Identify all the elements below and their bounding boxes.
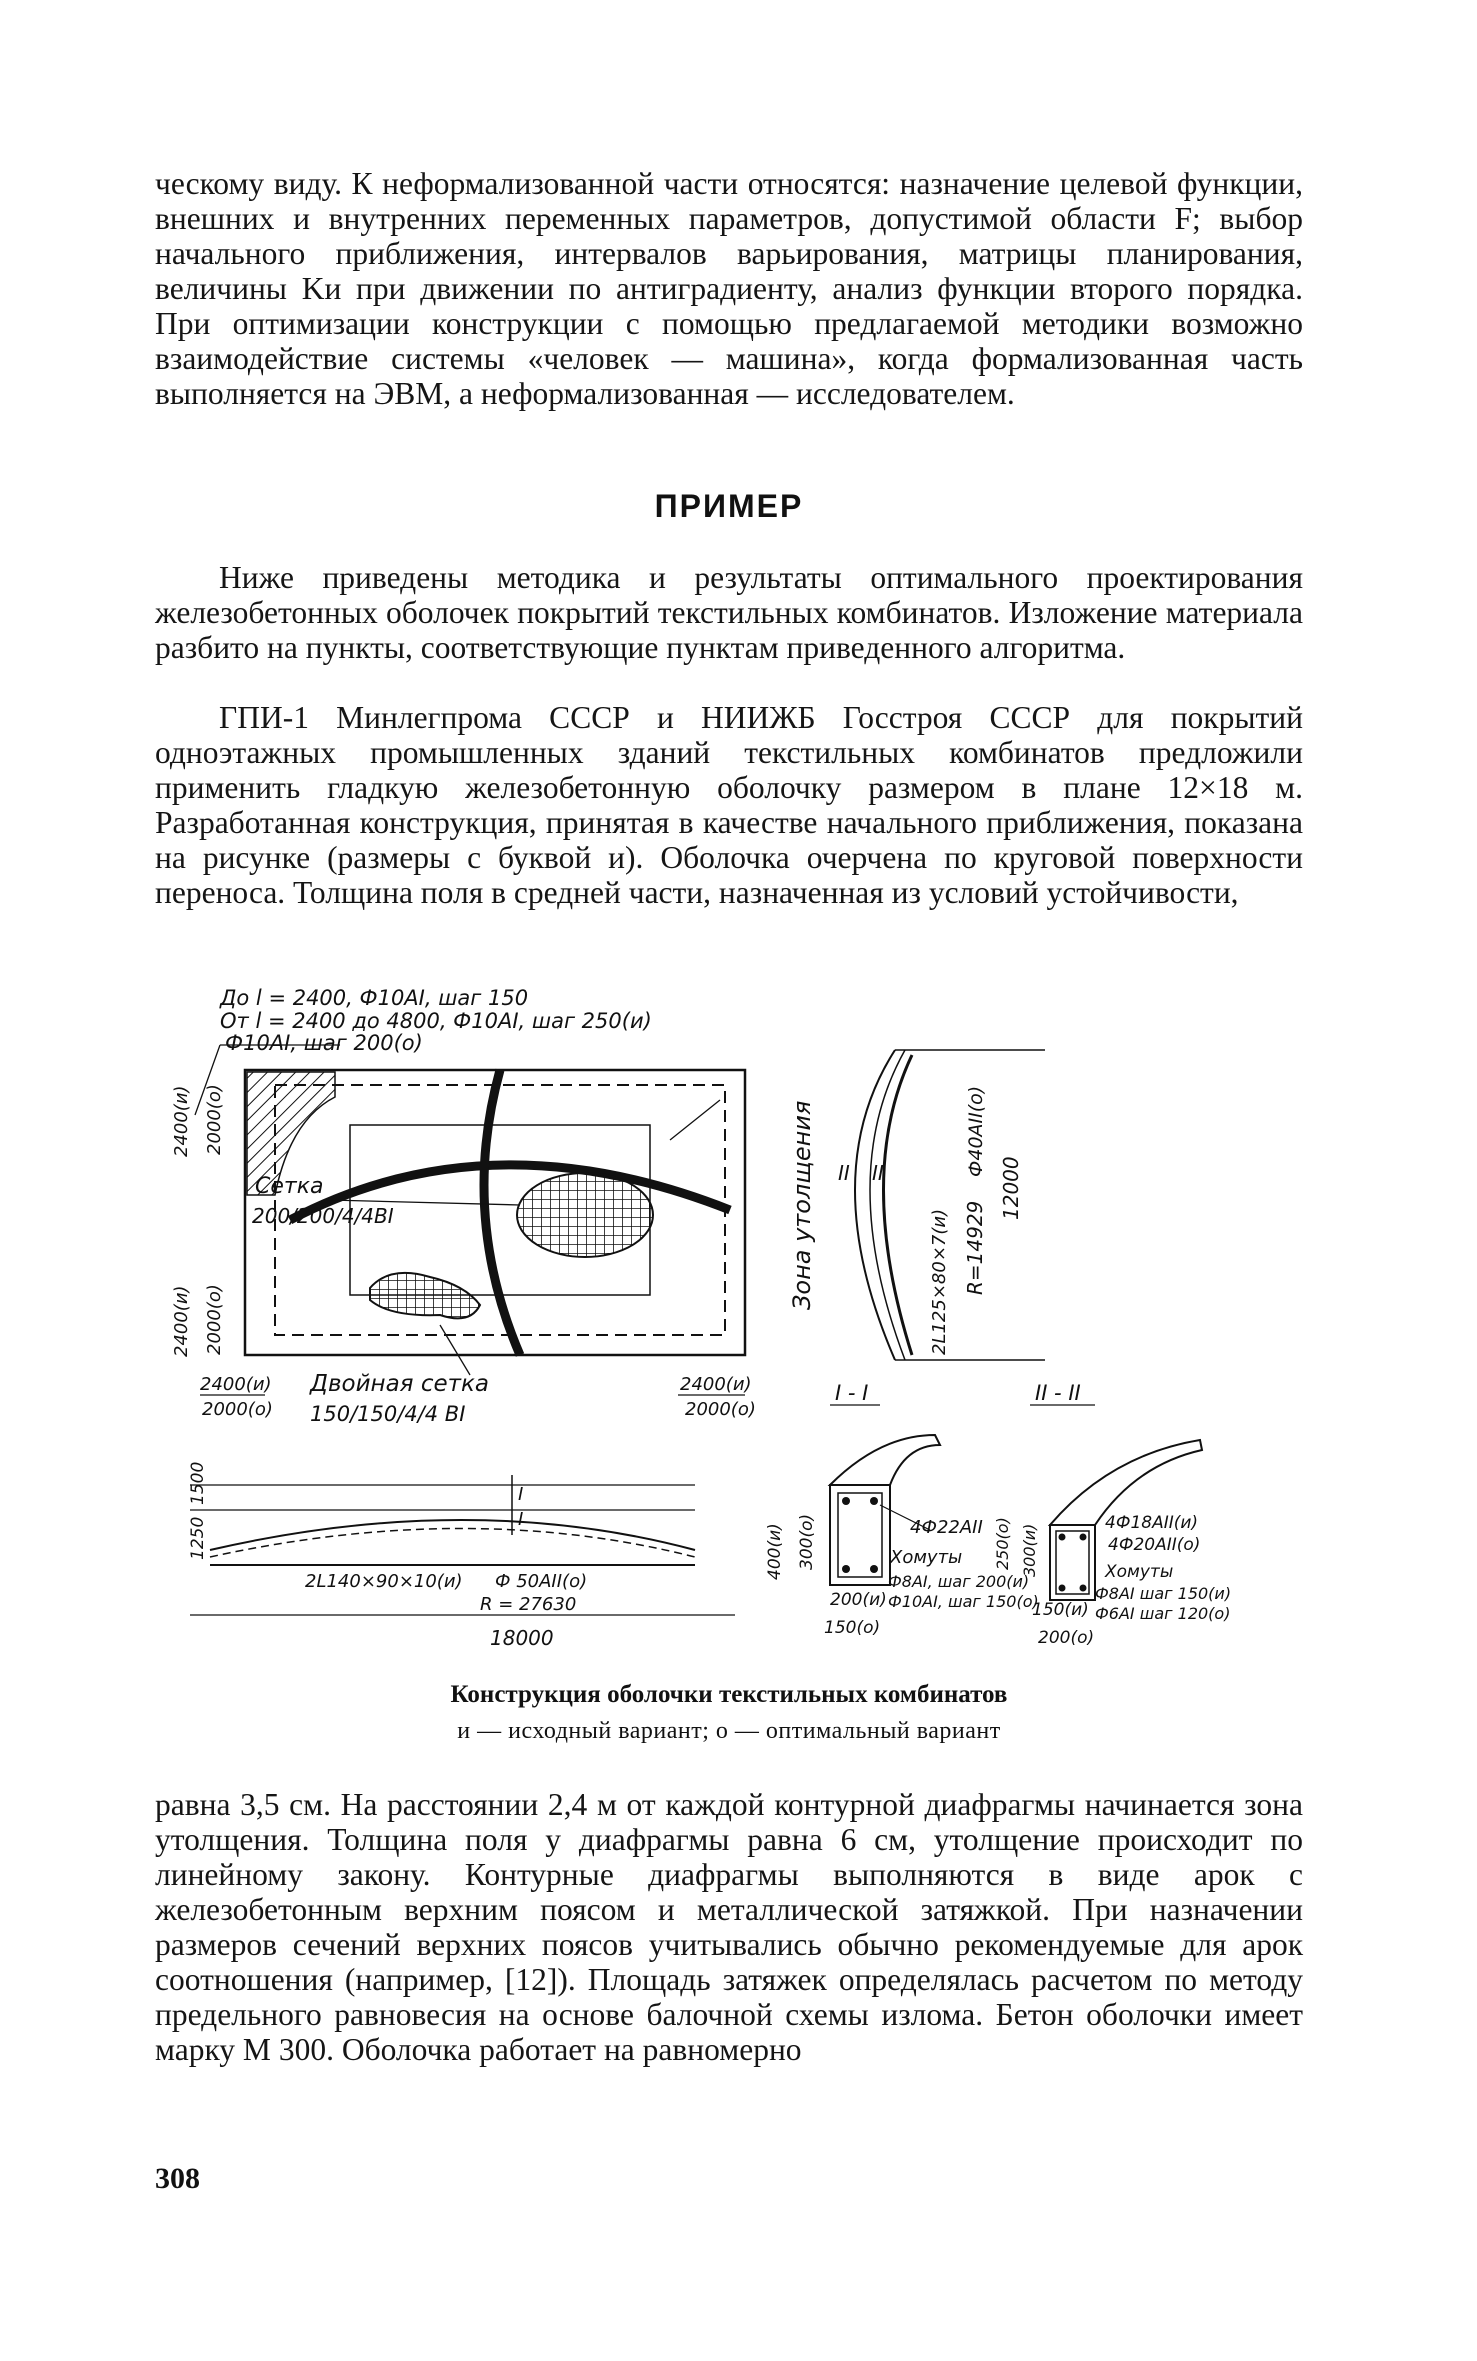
label-ot: От l = 2400 до 4800, Ф10AI, шаг 250(и) [220,1009,652,1033]
label-setka: Сетка [255,1174,324,1199]
sec1-rebar: 4Ф22AII [910,1517,983,1538]
sec1-stirrup [838,1493,882,1577]
sec1-stirrups: Хомуты [890,1547,963,1568]
paragraph-continuation: равна 3,5 см. На расстоянии 2,4 м от каждой контурной диафрагмы начинается зона утолщения. Толщина поля у диафрагмы равна 6 см, утолщение происходит по линейному закону. Контурные диафрагмы выполняются в виде арок с железобетонным верхним поясом и металлической затяжкой. При назначении размеров сечений верхних поясов учитывались обычно рекомендуемые для арок соотношения (например, [12]). Площадь затяжек определялась расчетом по методу предельного равновесия на основе балочной схемы излома. Бетон оболочки имеет марку М 300. Оболочка работает на равномерно [155,1787,1303,2067]
section-heading: ПРИМЕР [654,488,804,524]
sec1-st-u: Ф8AI, шаг 200(и) [888,1572,1030,1591]
dim-bl-o: 2000(о) [204,1284,225,1355]
dim-tl-o: 2000(о) [204,1084,225,1155]
sec2-stirrup [1056,1531,1089,1594]
figure-caption-legend: и — исходный вариант; о — оптимальный вариант [457,1718,1001,1744]
sec2-h-o: 250(о) [993,1517,1012,1570]
sec2-w-u: 150(и) [1032,1600,1089,1620]
sec2-rebar-o: 4Ф20AII(о) [1108,1535,1201,1555]
sec1-bar-1 [842,1497,850,1505]
label-zone: Зона утолщения [788,1100,816,1310]
label-f10: Ф10AI, шаг 200(о) [225,1031,423,1055]
sec2-bar-1 [1059,1534,1066,1541]
dim-bot-l-u: 2400(и) [200,1374,272,1395]
sec2-bar-2 [1080,1534,1087,1541]
sec1-shell-outline [830,1435,940,1485]
elev-dim-1250: 1250 [188,1516,208,1560]
elev-radius: R = 27630 [480,1594,577,1615]
elev-sec-i-bot: I [518,1509,524,1530]
sec1-bar-3 [842,1565,850,1573]
elev-rebar: Ф 50AII(о) [495,1571,588,1592]
side-view [838,1050,1045,1360]
dim-bot-r-o: 2000(о) [685,1399,756,1420]
page-number: 308 [155,2162,200,2195]
sec2-bar-3 [1059,1585,1066,1592]
mesh-patch-double [370,1273,480,1318]
sec2-h-u: 300(и) [1020,1523,1039,1577]
paragraph-intro: ческому виду. К неформализованной части относятся: назначение целевой функции, внешних и внутренних переменных параметров, допустимой области F; выбор начального приближения, интервалов варьирования, матрицы планирования, величины Kи при движении по антиградиенту, анализ функции второго порядка. При оптимизации конструкции с помощью предлагаемой методики возможно взаимодействие системы «человек — машина», когда формализованная часть выполняется на ЭВМ, а неформализованная — исследователем. [155,166,1303,411]
sec2-title: II - II [1035,1381,1081,1405]
sec1-h-u: 400(и) [765,1523,785,1580]
leader-double-mesh [440,1325,470,1375]
side-span: 12000 [999,1156,1023,1220]
paragraph-example-intro: Ниже приведены методика и результаты оптимального проектирования железобетонных оболочек покрытий текстильных комбинатов. Изложение материала разбито на пункты, соответствующие пунктам приведенного алгоритма. [155,560,1303,665]
elev-span: 18000 [490,1626,554,1650]
sec1-st-o: Ф10AI, шаг 150(о) [888,1592,1039,1611]
dim-bot-l-o: 2000(о) [202,1399,273,1420]
label-double-mesh: Двойная сетка [310,1371,490,1397]
sec2-stirrups: Хомуты [1105,1562,1174,1582]
sec1-title: I - I [835,1381,869,1405]
side-rebar: Ф40AII(о) [965,1085,987,1177]
elev-dim-1500: 1500 [188,1461,208,1505]
elevation-arch-mid [210,1529,695,1558]
elevation-arch-top [210,1520,695,1550]
sec1-beam [830,1485,890,1585]
diaphragm-band-vertical [484,1070,520,1355]
paragraph-design-description: ГПИ-1 Минлегпрома СССР и НИИЖБ Госстроя СССР для покрытий одноэтажных промышленных зданий текстильных комбинатов предложили применить гладкую железобетонную оболочку размером в плане 12×18 м. Разработанная конструкция, принятая в качестве начального приближения, показана на рисунке (размеры с буквой и). Оболочка очерчена по круговой поверхности переноса. Толщина поля в средней части, назначенная из условий устойчивости, [155,700,1303,910]
sec1-h-o: 300(о) [797,1513,817,1570]
shell-construction-figure [171,965,1300,1665]
label-setka-spec: 200/200/4/4BI [252,1204,394,1228]
dim-bot-r-u: 2400(и) [680,1374,752,1395]
section-1 [765,1381,1039,1638]
sec2-w-o: 200(о) [1038,1628,1095,1648]
side-radius: R=14929 [963,1200,987,1295]
plan-view [171,986,816,1426]
side-label-ii-right: II [872,1161,884,1185]
elev-sec-i-top: I [518,1484,524,1505]
mesh-patch-center [517,1173,653,1257]
label-do: До l = 2400, Ф10AI, шаг 150 [220,986,529,1010]
side-label-ii-left: II [838,1161,850,1185]
leader-zone [670,1100,720,1140]
sec1-bar-2 [870,1497,878,1505]
figure-caption-title: Конструкция оболочки текстильных комбинатов [450,1681,1008,1708]
dim-bl-u: 2400(и) [171,1285,192,1357]
sec1-w-o: 150(о) [824,1618,881,1638]
sec2-bar-4 [1080,1585,1087,1592]
elevation-view [188,1462,735,1650]
sec1-w-u: 200(и) [830,1590,887,1610]
side-angle: 2L125×80×7(и) [929,1208,950,1355]
elev-angle: 2L140×90×10(и) [305,1571,463,1592]
sec2-st-o: Ф6AI шаг 120(о) [1095,1604,1231,1623]
sec1-bar-4 [870,1565,878,1573]
dim-tl-u: 2400(и) [171,1085,192,1157]
sec2-rebar-u: 4Ф18AII(и) [1105,1513,1199,1533]
label-double-mesh-spec: 150/150/4/4 BI [310,1402,466,1426]
sec2-st-u: Ф8AI шаг 150(и) [1095,1584,1232,1603]
